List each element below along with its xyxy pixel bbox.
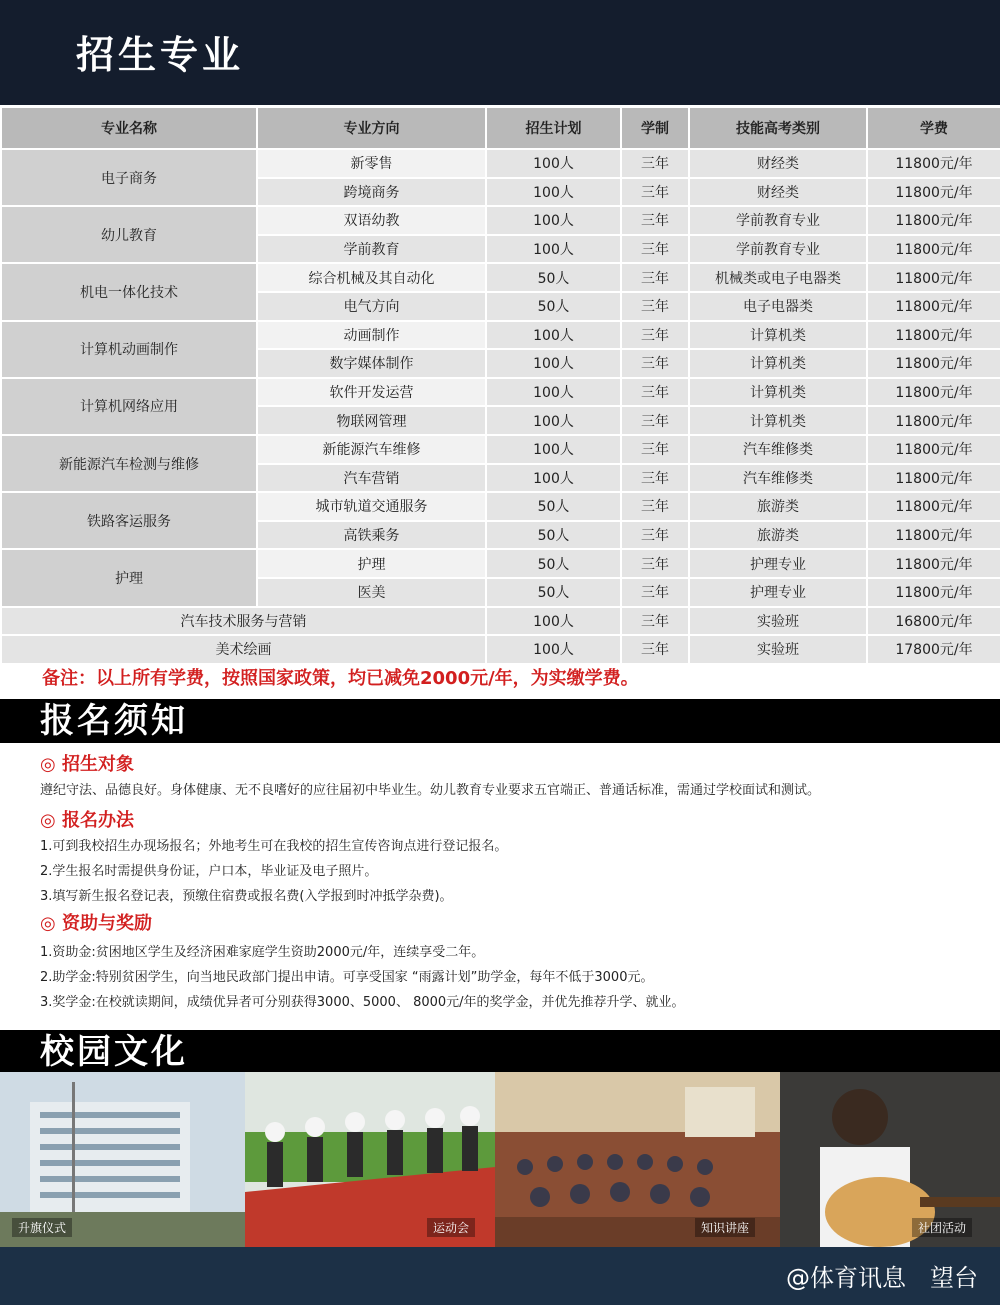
fee-cell: 11800元/年 [867,263,1000,292]
photo-strip [0,1072,1000,1247]
table-row [1,435,1000,464]
table-row [1,206,1000,235]
direction-cell: 动画制作 [257,321,486,350]
years-cell: 三年 [621,492,689,521]
years-cell: 三年 [621,578,689,607]
category-cell: 实验班 [689,635,867,664]
plan-cell: 50人 [486,292,621,321]
category-cell: 计算机类 [689,378,867,407]
years-cell: 三年 [621,635,689,664]
fee-cell: 11800元/年 [867,206,1000,235]
method-line-1: 1.可到我校招生办现场报名；外地考生可在我校的招生宣传咨询点进行登记报名。 [40,839,508,854]
fee-cell: 11800元/年 [867,235,1000,264]
plan-cell: 100人 [486,235,621,264]
aid-line-1: 1.资助金:贫困地区学生及经济困难家庭学生资助2000元/年，连续享受二年。 [40,945,485,960]
direction-cell: 医美 [257,578,486,607]
fee-cell: 11800元/年 [867,178,1000,207]
plan-cell: 100人 [486,149,621,178]
plan-cell: 100人 [486,464,621,493]
fee-cell: 11800元/年 [867,521,1000,550]
fee-cell: 11800元/年 [867,349,1000,378]
photo-flag-ceremony [0,1072,245,1247]
category-cell: 旅游类 [689,492,867,521]
direction-cell: 数字媒体制作 [257,349,486,378]
photo-caption: 运动会 [427,1218,475,1237]
major-name-cell: 铁路客运服务 [1,492,257,549]
plan-cell: 100人 [486,178,621,207]
section-heading-target: ◎ 招生对象 [40,754,134,775]
fee-cell: 11800元/年 [867,435,1000,464]
aid-line-3: 3.奖学金:在校就读期间，成绩优异者可分别获得3000、5000、 8000元/年的奖学金，并优先推荐升学、就业。 [40,995,685,1010]
fee-cell: 17800元/年 [867,635,1000,664]
years-cell: 三年 [621,378,689,407]
plan-cell: 100人 [486,321,621,350]
method-line-3: 3.填写新生报名登记表，预缴住宿费或报名费(入学报到时冲抵学杂费)。 [40,889,453,904]
photo-caption: 升旗仪式 [12,1218,72,1237]
major-name-cell: 计算机动画制作 [1,321,257,378]
years-cell: 三年 [621,206,689,235]
years-cell: 三年 [621,321,689,350]
direction-cell: 新零售 [257,149,486,178]
plan-cell: 100人 [486,349,621,378]
table-row [1,321,1000,350]
fee-cell: 11800元/年 [867,406,1000,435]
table-row [1,378,1000,407]
plan-cell: 50人 [486,492,621,521]
years-cell: 三年 [621,178,689,207]
table-header-row [1,107,1000,149]
direction-cell: 综合机械及其自动化 [257,263,486,292]
years-cell: 三年 [621,263,689,292]
major-name-cell: 新能源汽车检测与维修 [1,435,257,492]
table-row [1,635,1000,664]
fee-cell: 11800元/年 [867,464,1000,493]
years-cell: 三年 [621,607,689,636]
category-cell: 学前教育专业 [689,206,867,235]
notice-banner [0,699,1000,743]
header-banner [0,0,1000,105]
category-cell: 学前教育专业 [689,235,867,264]
footer-bar [0,1247,1000,1305]
category-cell: 电子电器类 [689,292,867,321]
years-cell: 三年 [621,549,689,578]
category-cell: 护理专业 [689,549,867,578]
direction-cell: 高铁乘务 [257,521,486,550]
col-header-years: 学制 [621,107,689,149]
section-heading-method: ◎ 报名办法 [40,810,134,831]
table-row [1,607,1000,636]
fee-note: 备注：以上所有学费，按照国家政策，均已减免2000元/年，为实缴学费。 [42,668,639,689]
plan-cell: 50人 [486,549,621,578]
fee-cell: 11800元/年 [867,321,1000,350]
watermark: @体育讯息 望台 [786,1264,978,1292]
category-cell: 计算机类 [689,321,867,350]
fee-cell: 11800元/年 [867,549,1000,578]
section-heading-aid: ◎ 资助与奖励 [40,913,152,934]
direction-cell: 软件开发运营 [257,378,486,407]
enrollment-table [0,106,1000,665]
category-cell: 财经类 [689,149,867,178]
target-line-1: 遵纪守法、品德良好。身体健康、无不良嗜好的应往届初中毕业生。幼儿教育专业要求五官端正、普通话标准，需通过学校面试和测试。 [40,783,821,798]
photo-caption: 知识讲座 [695,1218,755,1237]
fee-cell: 11800元/年 [867,578,1000,607]
col-header-fee: 学费 [867,107,1000,149]
major-name-cell: 护理 [1,549,257,606]
category-cell: 机械类或电子电器类 [689,263,867,292]
photo-sports-meet [245,1072,495,1247]
plan-cell: 50人 [486,263,621,292]
direction-cell: 电气方向 [257,292,486,321]
culture-banner [0,1030,1000,1074]
years-cell: 三年 [621,464,689,493]
method-line-2: 2.学生报名时需提供身份证，户口本，毕业证及电子照片。 [40,864,378,879]
col-header-category: 技能高考类别 [689,107,867,149]
major-name-cell: 美术绘画 [1,635,486,664]
photo-lecture [495,1072,780,1247]
plan-cell: 50人 [486,578,621,607]
photo-club [780,1072,1000,1247]
table-row [1,549,1000,578]
category-cell: 计算机类 [689,406,867,435]
years-cell: 三年 [621,349,689,378]
years-cell: 三年 [621,521,689,550]
culture-title: 校园文化 [40,1032,188,1072]
plan-cell: 100人 [486,406,621,435]
major-name-cell: 电子商务 [1,149,257,206]
plan-cell: 100人 [486,206,621,235]
major-name-cell: 计算机网络应用 [1,378,257,435]
col-header-direction: 专业方向 [257,107,486,149]
table-row [1,492,1000,521]
category-cell: 计算机类 [689,349,867,378]
col-header-major: 专业名称 [1,107,257,149]
photo-caption: 社团活动 [912,1218,972,1237]
category-cell: 实验班 [689,607,867,636]
notice-title: 报名须知 [40,701,188,741]
plan-cell: 100人 [486,378,621,407]
plan-cell: 100人 [486,635,621,664]
fee-cell: 11800元/年 [867,292,1000,321]
aid-line-2: 2.助学金:特别贫困学生，向当地民政部门提出申请。可享受国家 “雨露计划”助学金，每年不低于3000元。 [40,970,654,985]
category-cell: 财经类 [689,178,867,207]
major-name-cell: 汽车技术服务与营销 [1,607,486,636]
category-cell: 汽车维修类 [689,464,867,493]
fee-cell: 16800元/年 [867,607,1000,636]
direction-cell: 城市轨道交通服务 [257,492,486,521]
direction-cell: 物联网管理 [257,406,486,435]
years-cell: 三年 [621,292,689,321]
direction-cell: 新能源汽车维修 [257,435,486,464]
plan-cell: 50人 [486,521,621,550]
fee-cell: 11800元/年 [867,149,1000,178]
direction-cell: 护理 [257,549,486,578]
direction-cell: 汽车营销 [257,464,486,493]
major-name-cell: 机电一体化技术 [1,263,257,320]
major-name-cell: 幼儿教育 [1,206,257,263]
plan-cell: 100人 [486,607,621,636]
years-cell: 三年 [621,406,689,435]
table-row [1,149,1000,178]
direction-cell: 学前教育 [257,235,486,264]
plan-cell: 100人 [486,435,621,464]
category-cell: 旅游类 [689,521,867,550]
category-cell: 汽车维修类 [689,435,867,464]
years-cell: 三年 [621,435,689,464]
fee-cell: 11800元/年 [867,492,1000,521]
col-header-plan: 招生计划 [486,107,621,149]
table-row [1,263,1000,292]
years-cell: 三年 [621,149,689,178]
years-cell: 三年 [621,235,689,264]
direction-cell: 双语幼教 [257,206,486,235]
category-cell: 护理专业 [689,578,867,607]
fee-cell: 11800元/年 [867,378,1000,407]
page-title: 招生专业 [76,33,245,77]
direction-cell: 跨境商务 [257,178,486,207]
